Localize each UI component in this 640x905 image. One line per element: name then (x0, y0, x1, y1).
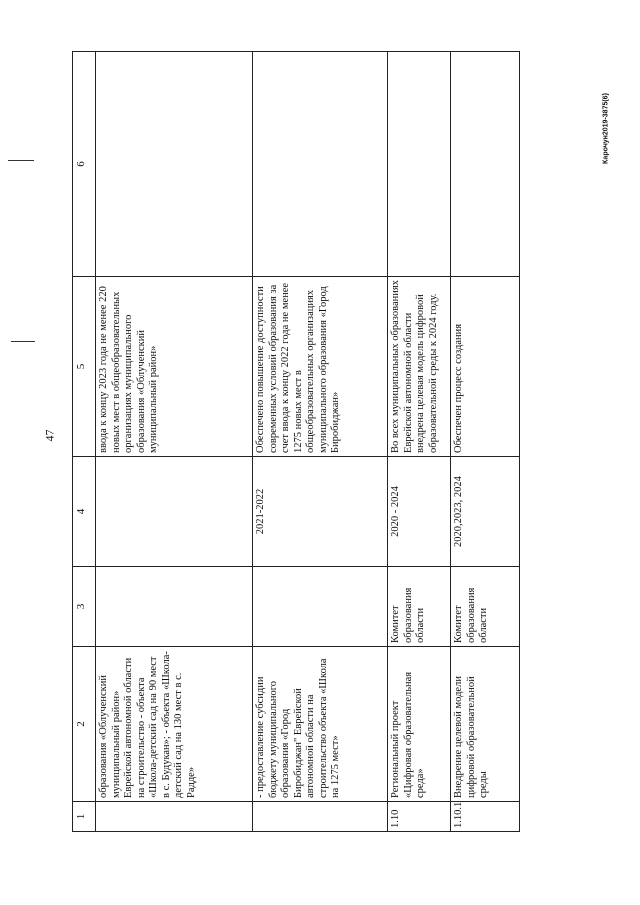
cell-number (96, 802, 253, 832)
margin-mark (11, 341, 35, 342)
cell-activity: Внедрение целевой модели цифровой образовательной среды (451, 647, 520, 802)
page-number: 47 (42, 429, 57, 442)
table-row (96, 52, 253, 832)
table-row (253, 52, 388, 832)
header-col-1: 1 (73, 802, 96, 832)
cell-activity: Региональный проект «Цифровая образовательная среда» (388, 647, 451, 802)
cell-responsible: Комитет образования области (451, 567, 520, 647)
cell-period: 2021-2022 (253, 457, 388, 567)
cell-number: 1.10.1 (451, 802, 520, 832)
header-col-4: 4 (73, 457, 96, 567)
cell-result: ввода к концу 2023 года не менее 220 новых мест в общеобразовательных организациях муниципального образования «Облученский муниципальный район» (96, 277, 253, 457)
cell-activity: - предоставление субсидии бюджету муниципального образования «Город Биробиджан" Еврейской автономной области на строительство объекта «Школа на 1275 мест» (253, 647, 388, 802)
header-col-2: 2 (73, 647, 96, 802)
cell-responsible (96, 567, 253, 647)
cell-responsible: Комитет образования области (388, 567, 451, 647)
rotated-page (72, 52, 542, 832)
footer-reference (596, 70, 608, 190)
table-header-row (73, 52, 96, 832)
header-col-5: 5 (73, 277, 96, 457)
header-col-6: 6 (73, 52, 96, 277)
margin-mark (8, 160, 34, 161)
cell-period (96, 457, 253, 567)
cell-number: 1.10 (388, 802, 451, 832)
cell-note (388, 52, 451, 277)
cell-number (253, 802, 388, 832)
cell-result: Обеспечено повышение доступности современных условий образования за счет ввода к концу 2022 года не менее 1275 новых мест в общеобразовательных организациях муниципального образования «Город Биробиджан» (253, 277, 388, 457)
cell-note (96, 52, 253, 277)
cell-responsible (253, 567, 388, 647)
table-row (388, 52, 451, 832)
cell-result: Обеспечен процесс создания (451, 277, 520, 457)
cell-period: 2020,2023, 2024 (451, 457, 520, 567)
cell-note (253, 52, 388, 277)
header-col-3: 3 (73, 567, 96, 647)
footer-reference-text: Карочун2019-3875(6) (602, 93, 610, 164)
plan-table (72, 51, 520, 832)
cell-period: 2020 - 2024 (388, 457, 451, 567)
cell-result: Во всех муниципальных образованиях Еврейской автономной области внедрена целевая модель цифровой образовательной среды к 2024 году. (388, 277, 451, 457)
cell-note (451, 52, 520, 277)
cell-activity: образования «Облученский муниципальный район» Еврейской автономной области на строительство - объекта «Школа-детский сад на 90 мест в с. Будукан»; - объекта «Школа-детский сад на 130 мест в с. Радде» (96, 647, 253, 802)
table-row (451, 52, 520, 832)
